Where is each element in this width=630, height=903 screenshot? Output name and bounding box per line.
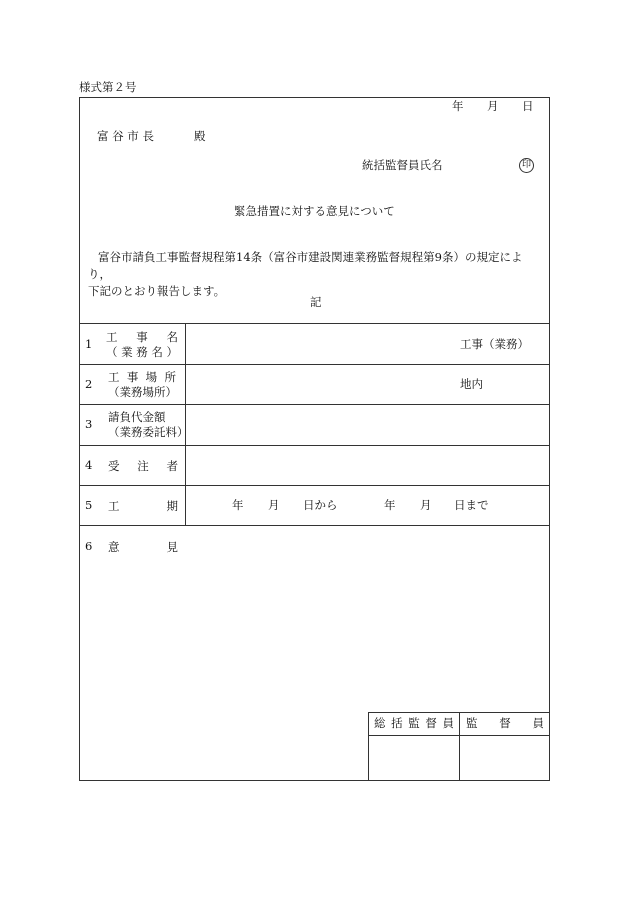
item-number: 3 [85,417,93,431]
item-label [108,540,178,555]
addressee-honorific: 殿 [194,129,206,143]
body-line-2: 下記のとおり報告します。 [88,284,226,298]
item-number: 5 [85,498,93,512]
row-divider [79,364,550,365]
item-label [108,499,178,514]
row-divider [79,445,550,446]
period-end-day: 日まで [454,498,489,512]
period-start-year: 年 [232,498,244,512]
date-month: 月 [487,99,499,113]
item-number: 1 [85,337,93,351]
column-divider [185,323,186,525]
sender-title: 統括監督員氏名 [362,158,443,172]
signature-supervisor-label [466,716,544,731]
item-number: 2 [85,377,93,391]
item-label [106,330,178,360]
date-year: 年 [452,99,464,113]
item-label-main: 工 期 [108,499,178,513]
date-day: 日 [522,99,534,113]
item-label-sub: （業務名） [106,345,178,359]
item-number: 6 [85,539,93,553]
row-divider [79,485,550,486]
item-label-sub: （業務委託料） [108,425,189,439]
item-value: 工事（業務） [460,337,529,351]
item-label-main: 請負代金額 [108,410,166,424]
body-paragraph [88,249,540,300]
body-line-1: 富谷市請負工事監督規程第14条（富谷市建設関連業務監督規程第9条）の規定により， [88,250,523,281]
signature-supervisor-text: 監 督 員 [466,716,544,730]
item-label-sub: （業務場所） [108,385,177,399]
item-value: 地内 [460,377,483,391]
item-label [108,459,178,474]
item-label-main: 工 事 名 [106,330,178,344]
period-end-year: 年 [384,498,396,512]
signature-box-middle [459,712,460,781]
item-label-main: 工事場所 [108,370,176,384]
item-label [108,410,189,440]
item-label-main: 受 注 者 [108,459,178,473]
item-number: 4 [85,458,93,472]
row-divider [79,404,550,405]
period-start-day: 日から [303,498,338,512]
item-label-main: 意 見 [108,540,178,554]
period-end-month: 月 [420,498,432,512]
row-divider [79,525,550,526]
signature-chief-label [374,716,454,731]
ki-heading: 記 [310,295,322,309]
signature-box-left [368,712,369,781]
period-start-month: 月 [268,498,280,512]
form-number: 様式第２号 [79,80,137,94]
signature-chief-text: 総括監督員 [374,716,454,730]
row-divider [79,323,550,324]
document-title: 緊急措置に対する意見について [234,204,395,218]
item-label [108,370,180,400]
seal-mark: 印 [519,158,534,173]
addressee-name: 富 谷 市 長 [97,129,154,143]
